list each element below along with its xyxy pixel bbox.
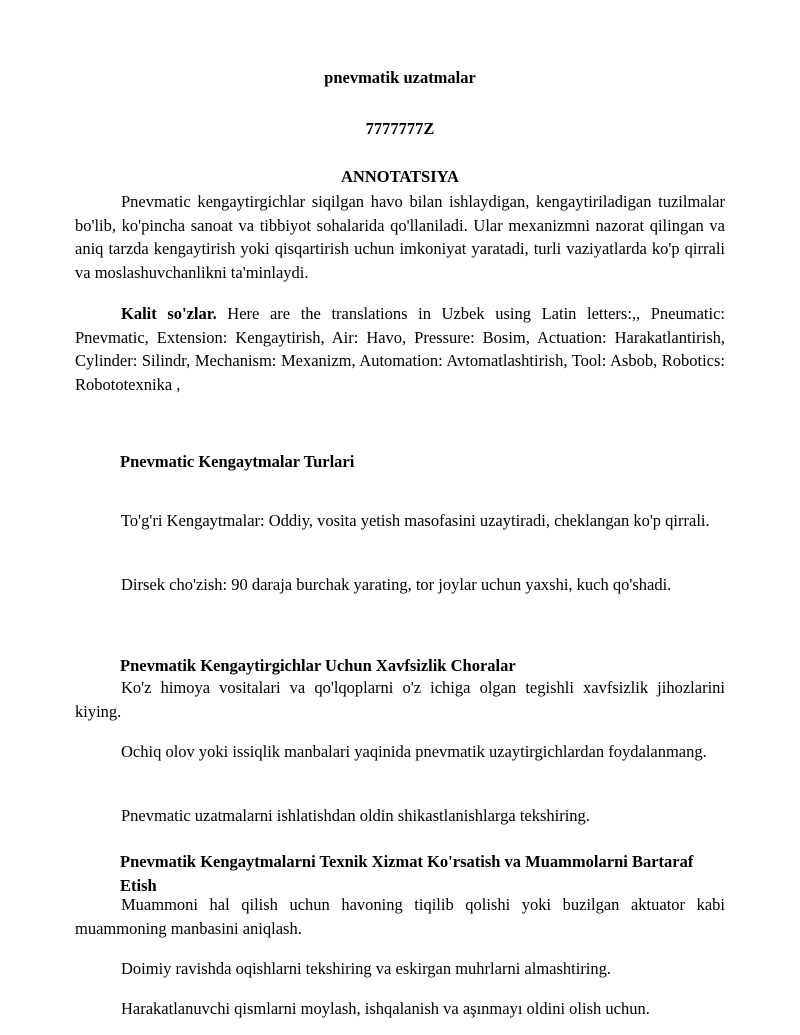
paragraph-check-leaks: Doimiy ravishda oqishlarni tekshiring va eskirgan muhrlarni almashtiring.: [121, 959, 612, 978]
annotation-heading: ANNOTATSIYA: [341, 167, 459, 186]
paragraph-open-flame: Ochiq olov yoki issiqlik manbalari yaqinida pnevmatik uzaytirgichlardan foydalanmang.: [121, 742, 707, 761]
paragraph-straight-extensions: To'g'ri Kengaytmalar: Oddiy, vosita yetish masofasini uzaytiradi, cheklangan ko'p qirrali.: [121, 511, 710, 530]
paragraph-elbow-extensions: Dirsek cho'zish: 90 daraja burchak yarating, tor joylar uchun yaxshi, kuch qo'shadi.: [121, 575, 672, 594]
document-code: 7777777Z: [365, 119, 435, 138]
paragraph-safety-equipment: Ko'z himoya vositalari va qo'lqoplarni o'z ichiga olgan tegishli xavfsizlik jihozlarini kiying.: [75, 678, 725, 721]
keywords-label: Kalit so'zlar.: [121, 304, 217, 323]
keywords-paragraph: [75, 302, 725, 396]
section-heading-types: Pnevmatic Kengaytmalar Turlari: [120, 452, 355, 471]
keywords-text: Here are the translations in Uzbek using Latin letters:,, Pneumatic: Pnevmatic, Extension: Kengaytirish, Air: Havo, Pressure: Bosim, Actuation: Harakatlantirish, Cylinder: Silindr, Mechanism: Mexanizm, Automation: Avtomatlashtirish, Tool: Asbob, Robotics: Robototexnika ,: [75, 304, 725, 394]
section-heading-safety: Pnevmatik Kengaytirgichlar Uchun Xavfsizlik Choralar: [120, 656, 516, 675]
paragraph-inspect-damage: Pnevmatic uzatmalarni ishlatishdan oldin shikastlanishlarga tekshiring.: [121, 806, 590, 825]
annotation-paragraph: Pnevmatic kengaytirgichlar siqilgan havo bilan ishlaydigan, kengaytiriladigan tuzilmalar bo'lib, ko'pincha sanoat va tibbiyot sohalarida qo'llaniladi. Ular mexanizmni nazorat qilingan va aniq tarzda kengaytirish yoki qisqartirish uchun imkoniyat yaratadi, turli vaziyatlarda ko'p qirrali va moslashuvchanlikni ta'minlaydi.: [75, 192, 725, 282]
document-title: pnevmatik uzatmalar: [324, 68, 476, 87]
section-heading-maintenance: Pnevmatik Kengaytmalarni Texnik Xizmat Ko'rsatish va Muammolarni Bartaraf Etish: [120, 852, 694, 895]
paragraph-lubrication: Harakatlanuvchi qismlarni moylash, ishqalanish va aşınmayı oldini olish uchun.: [121, 999, 650, 1018]
paragraph-troubleshooting: Muammoni hal qilish uchun havoning tiqilib qolishi yoki buzilgan aktuator kabi muammoning manbasini aniqlash.: [75, 895, 725, 938]
